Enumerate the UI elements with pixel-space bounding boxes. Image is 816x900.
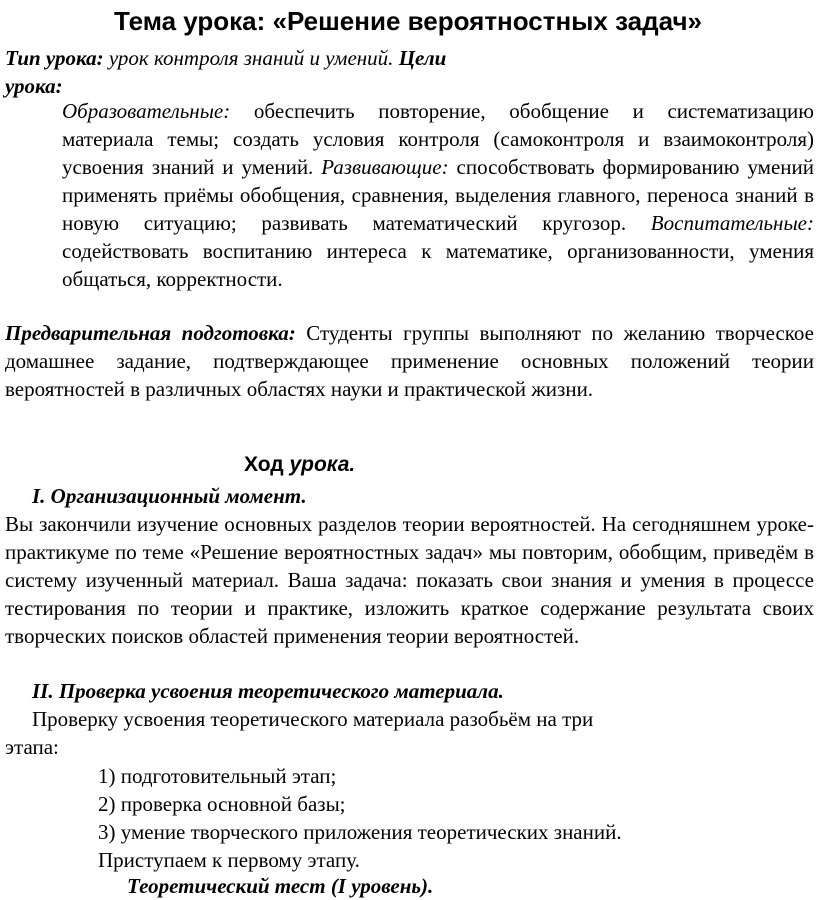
course-heading-word: Ход — [244, 453, 284, 476]
upbringing-goals-text: содействовать воспитанию интереса к математике, организованности, умения общаться, корректности. — [62, 239, 814, 291]
section-2-heading: II. Проверка усвоения теоретического материала. — [32, 679, 504, 703]
course-heading-italic: урока. — [289, 453, 356, 476]
developing-goals-label: Развивающие: — [321, 155, 449, 179]
lesson-title: Тема урока: «Решение вероятностных задач» — [114, 6, 702, 36]
goals-label-continued: урока: — [5, 74, 63, 98]
stage-item-1: 1) подготовительный этап; — [98, 764, 337, 788]
preparation-paragraph — [5, 319, 814, 403]
stage-item-2: 2) проверка основной базы; — [98, 792, 346, 816]
test-heading: Теоретический тест (I уровень). — [127, 874, 434, 898]
goals-label: Цели — [398, 46, 447, 70]
educational-goals-text: обеспечить повторение, обобщение и систематизацию материала темы; создать условия контроля (самоконтроля и взаимоконтроля) усвоения знаний и умений. — [62, 99, 814, 179]
stage-item-3: 3) умение творческого приложения теоретических знаний. — [98, 820, 622, 844]
section-2-intro-line-1: Проверку усвоения теоретического материала разобьём на три — [32, 707, 594, 731]
educational-goals-label: Образовательные: — [62, 99, 231, 123]
upbringing-goals-label: Воспитательные: — [650, 211, 814, 235]
course-heading — [244, 451, 355, 479]
lesson-type-line — [5, 44, 805, 72]
lesson-type-text: урок контроля знаний и умений. — [108, 46, 394, 70]
section-1-text: Вы закончили изучение основных разделов теории вероятностей. На сегодняшнем уроке-практикуме по теме «Решение вероятностных задач» мы повторим, обобщим, приведём в систему изученный материал. Ваша задача: показать свои знания и умения в процессе тестирования по теории и практике, изложить краткое содержание результата своих творческих поисков областей применения теории вероятностей. — [5, 512, 814, 648]
preparation-label: Предварительная подготовка: — [5, 321, 296, 345]
developing-goals-text: способствовать формированию умений применять приёмы обобщения, сравнения, выделения главного, переноса знаний в новую ситуацию; развивать математический кругозор. — [62, 155, 814, 235]
goals-paragraph — [62, 97, 814, 293]
lesson-type-label: Тип урока: — [5, 46, 104, 70]
section-1-heading: I. Организационный момент. — [32, 484, 307, 508]
preparation-text: Студенты группы выполняют по желанию творческое домашнее задание, подтверждающее применение основных положений теории вероятностей в различных областях науки и практической жизни. — [5, 321, 814, 401]
proceed-text: Приступаем к первому этапу. — [98, 848, 360, 872]
section-2-intro-line-2: этапа: — [5, 735, 59, 759]
